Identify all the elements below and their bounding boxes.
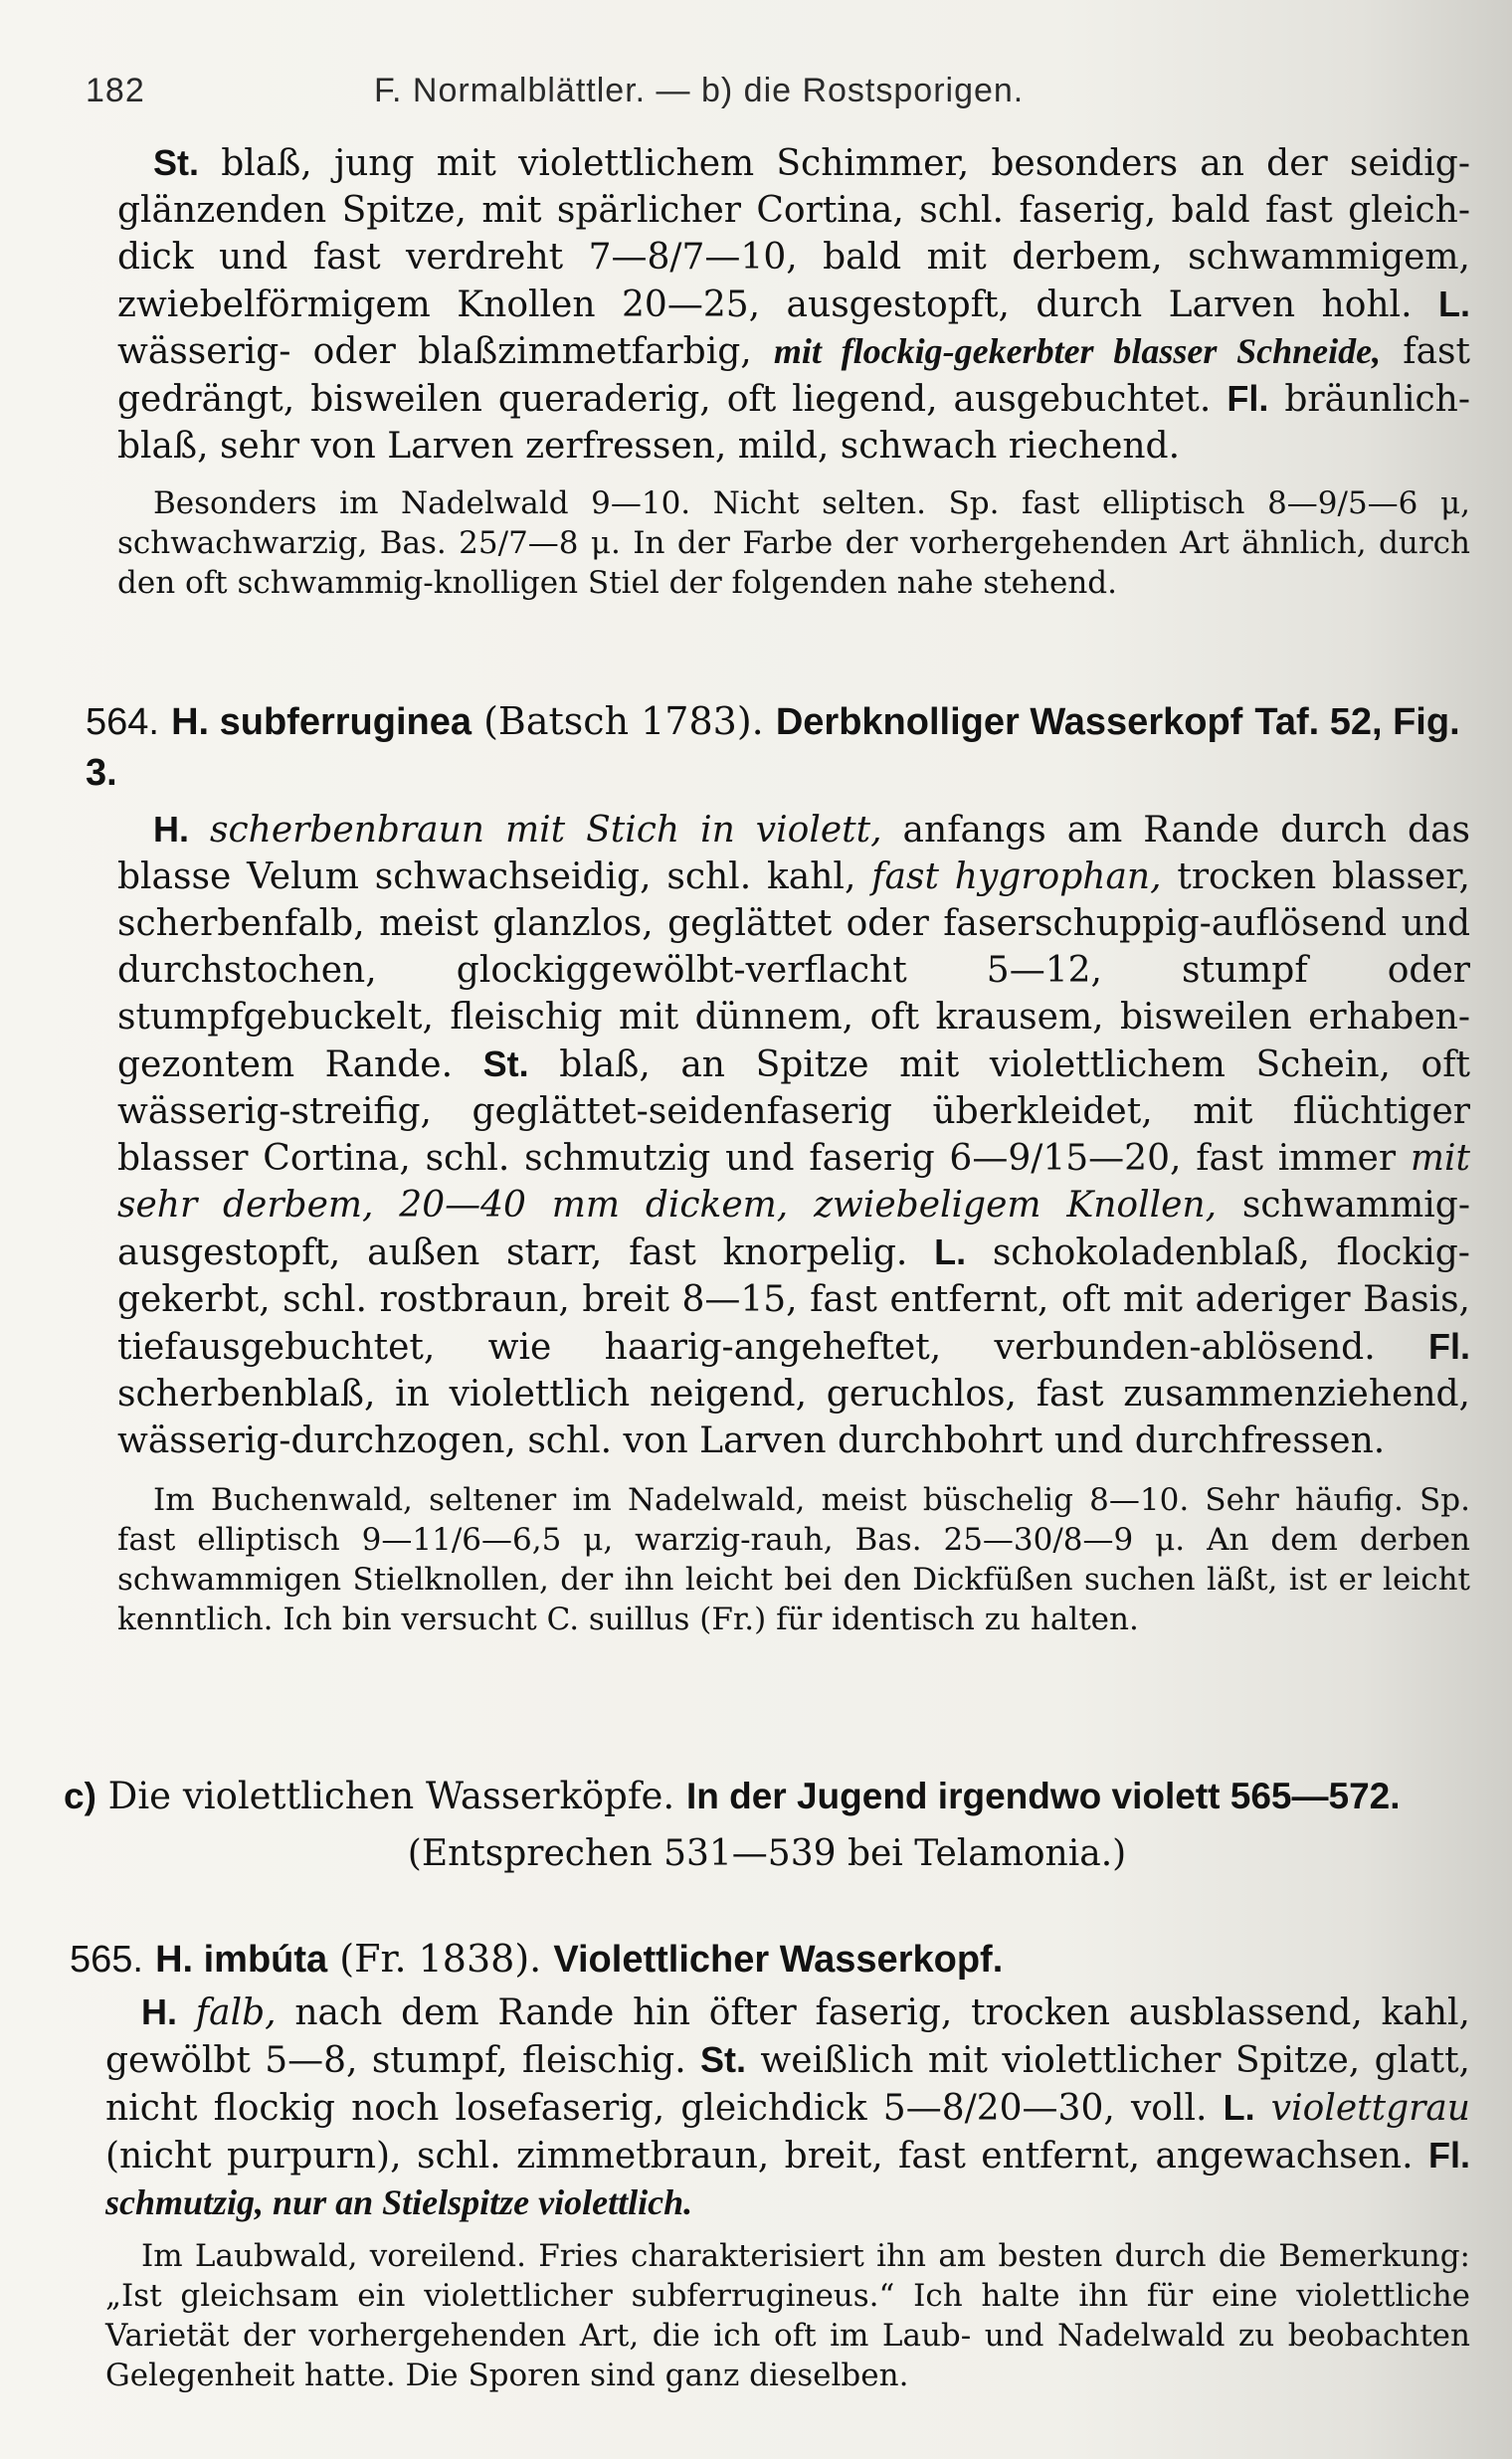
entry-564	[86, 696, 1470, 1639]
authority: (Batsch 1783).	[483, 699, 764, 743]
page-number: 182	[86, 72, 145, 109]
latin-name: H. subferruginea	[171, 701, 472, 743]
entry-number: 564.	[86, 701, 159, 743]
prev-entry-description: St. blaß, jung mit violettlichem Schimmer, besonders an der seidig-glänzenden Spitze, mit spärlicher Cortina, schl. faserig, bald fast gleich-dick und fast verdreht 7—8/7—10, bald mit derbem, schwammigem, zwiebelförmigem Knollen 20—25, ausgestopft, durch Larven hohl. L. wässerig- oder blaßzimmetfarbig, mit flockig-gekerbter blasser Schneide, fast gedrängt, bisweilen queraderig, oft liegend, ausgebuchtet. Fl. bräunlich-blaß, sehr von Larven zerfressen, mild, schwach riechend.	[117, 142, 1470, 467]
plate-reference: Taf. 52, Fig. 3.	[86, 701, 1460, 794]
previous-entry-continuation	[117, 139, 1470, 603]
entry-564-note: Im Buchenwald, seltener im Nadelwald, meist büschelig 8—10. Sehr häufig. Sp. fast elliptisch 9—11/6—6,5 μ, warzig-rauh, Bas. 25—30/8—9 μ. An dem derben schwammigen Stielknollen, der ihn leicht bei den Dickfüßen suchen läßt, ist er leicht kenntlich. Ich bin versucht C. suillus (Fr.) für identisch zu halten.	[117, 1482, 1470, 1637]
entry-number: 565.	[70, 1939, 143, 1981]
authority: (Fr. 1838).	[339, 1937, 542, 1981]
german-name: Violettlicher Wasserkopf.	[553, 1939, 1004, 1981]
entry-565-heading	[70, 1934, 1470, 1985]
prev-entry-note: Besonders im Nadelwald 9—10. Nicht selten. Sp. fast elliptisch 8—9/5—6 μ, schwachwarzig, Bas. 25/7—8 μ. In der Farbe der vorhergehenden Art ähnlich, durch den oft schwammig-knolligen Stiel der folgenden nahe stehend.	[117, 485, 1470, 601]
entry-565	[70, 1934, 1470, 2395]
entry-565-note: Im Laubwald, voreilend. Fries charakterisiert ihn am besten durch die Bemerkung: „Ist gleichsam ein violettlicher subferrugineus.“ Ich halte ihn für eine violettliche Varietät der vorhergehenden Art, die ich oft im Laub- und Nadelwald zu beobachten Gelegenheit hatte. Die Sporen sind ganz dieselben.	[105, 2238, 1470, 2393]
section-c-heading	[64, 1773, 1470, 1877]
section-reference: (Entsprechen 531—539 bei Telamonia.)	[407, 1833, 1127, 1874]
german-name: Derbknolliger Wasserkopf	[775, 701, 1243, 743]
section-title-line: c) Die violettlichen Wasserköpfe. In der Jugend irgendwo violett 565—572.	[64, 1775, 1401, 1817]
page-header	[86, 72, 1379, 110]
running-title: F. Normalblättler. — b) die Rostsporigen.	[374, 72, 1025, 109]
entry-565-description: H. falb, nach dem Rande hin öfter faserig, trocken ausblassend, kahl, gewölbt 5—8, stumpf, fleischig. St. weißlich mit violettlicher Spitze, glatt, nicht flockig noch losefaserig, gleichdick 5—8/20—30, voll. L. violettgrau (nicht purpurn), schl. zimmetbraun, breit, fast entfernt, angewachsen. Fl. schmutzig, nur an Stielspitze violettlich.	[105, 1991, 1471, 2222]
entry-564-description: H. scherbenbraun mit Stich in violett, anfangs am Rande durch das blasse Velum schwachseidig, schl. kahl, fast hygrophan, trocken blasser, scherbenfalb, meist glanzlos, geglättet oder faserschuppig-auflösend und durchstochen, glockiggewölbt-verflacht 5—12, stumpf oder stumpfgebuckelt, fleischig mit dünnem, oft krausem, bisweilen erhaben-gezontem Rande. St. blaß, an Spitze mit violettlichem Schein, oft wässerig-streifig, geglättet-seidenfaserig überkleidet, mit flüchtiger blasser Cortina, schl. schmutzig und faserig 6—9/15—20, fast immer mit sehr derbem, 20—40 mm dickem, zwiebeligem Knollen, schwammig-ausgestopft, außen starr, fast knorpelig. L. schokoladenblaß, flockig-gekerbt, schl. rostbraun, breit 8—15, fast entfernt, oft mit aderiger Basis, tiefausgebuchtet, wie haarig-angeheftet, verbunden-ablösend. Fl. scherbenblaß, in violettlich neigend, geruchlos, fast zusammenziehend, wässerig-durchzogen, schl. von Larven durchbohrt und durchfressen.	[117, 809, 1471, 1461]
entry-564-heading	[86, 696, 1470, 798]
latin-name: H. imbúta	[155, 1939, 328, 1981]
